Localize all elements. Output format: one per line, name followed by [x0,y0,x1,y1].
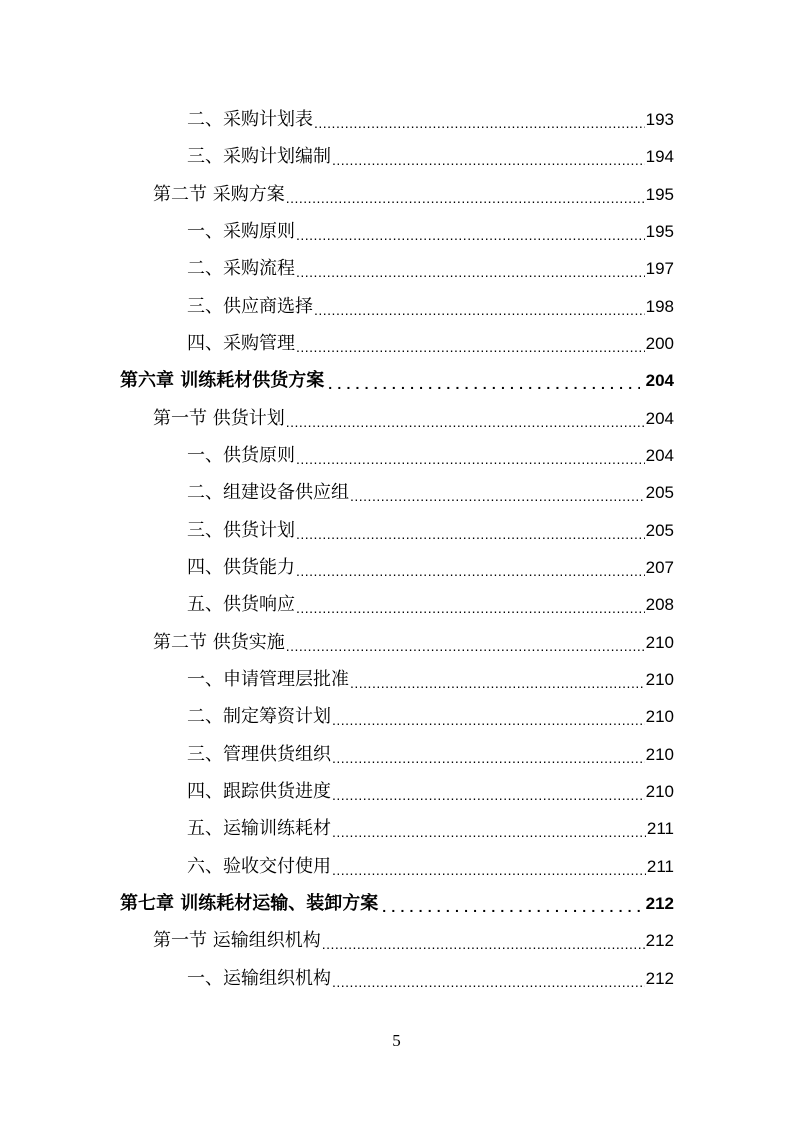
toc-entry-title: 三、供应商选择 [187,296,313,317]
toc-entry[interactable] [187,329,674,359]
toc-entry-page: 198 [645,297,674,316]
dot-leader [332,148,645,172]
toc-entry-title: 第六章 训练耗材供货方案 [120,370,325,391]
toc-entry[interactable] [187,852,674,882]
dot-leader [314,111,645,135]
dot-leader [328,372,639,396]
toc-entry-title: 第一节 运输组织机构 [153,930,321,951]
dot-leader [296,223,645,247]
toc-entry-title: 一、运输组织机构 [187,968,331,989]
toc-entry-page: 212 [645,969,674,988]
toc-entry[interactable] [153,404,674,434]
toc-entry-title: 四、跟踪供货进度 [187,781,331,802]
toc-entry[interactable] [153,926,674,956]
dot-leader [314,298,645,322]
toc-entry-page: 195 [645,185,674,204]
dot-leader [286,186,645,210]
toc-entry-page: 197 [645,259,674,278]
dot-leader [382,895,639,919]
toc-entry-page: 204 [645,409,674,428]
toc-entry[interactable] [187,441,674,471]
toc-entry-title: 四、采购管理 [187,333,295,354]
toc-entry-page: 205 [645,521,674,540]
toc-entry[interactable] [187,142,674,172]
toc-entry-page: 210 [645,633,674,652]
toc-entry-title: 三、供货计划 [187,520,295,541]
toc-entry-page: 210 [645,670,674,689]
dot-leader [286,634,645,658]
toc-entry-title: 一、采购原则 [187,221,295,242]
toc-entry[interactable] [187,292,674,322]
dot-leader [332,708,645,732]
toc-entry-title: 五、运输训练耗材 [187,818,331,839]
dot-leader [296,559,645,583]
toc-entry[interactable] [187,665,674,695]
toc-entry[interactable] [187,105,674,135]
toc-entry-title: 四、供货能力 [187,557,295,578]
toc-entry[interactable] [120,366,674,396]
toc-entry-page: 211 [646,819,674,838]
toc-entry-page: 204 [645,446,674,465]
toc-entry-page: 211 [646,857,674,876]
dot-leader [296,522,645,546]
toc-entry[interactable] [153,180,674,210]
dot-leader [332,858,646,882]
toc-entry[interactable] [187,777,674,807]
dot-leader [296,447,645,471]
toc-entry-title: 三、管理供货组织 [187,744,331,765]
dot-leader [332,970,645,994]
toc-entry-page: 212 [645,894,674,913]
toc-entry-page: 193 [645,110,674,129]
toc-entry-title: 第二节 采购方案 [153,184,285,205]
toc-entry-page: 212 [645,931,674,950]
dot-leader [350,484,645,508]
dot-leader [332,783,645,807]
toc-entry-title: 二、制定筹资计划 [187,706,331,727]
dot-leader [296,596,645,620]
toc-entry-page: 204 [645,371,674,390]
toc-entry[interactable] [187,590,674,620]
toc-entry-page: 210 [645,707,674,726]
dot-leader [332,820,646,844]
toc-entry[interactable] [187,553,674,583]
toc-entry-page: 208 [645,595,674,614]
dot-leader [286,410,645,434]
toc-entry-title: 二、采购计划表 [187,109,313,130]
toc-entry[interactable] [187,964,674,994]
toc-entry-page: 194 [645,147,674,166]
toc-entry-title: 三、采购计划编制 [187,146,331,167]
toc-entry[interactable] [187,217,674,247]
toc-entry-title: 一、供货原则 [187,445,295,466]
toc-entry[interactable] [187,478,674,508]
toc-entry[interactable] [187,740,674,770]
toc-entry-title: 二、组建设备供应组 [187,482,349,503]
dot-leader [332,746,645,770]
toc-entry-title: 第一节 供货计划 [153,408,285,429]
dot-leader [296,260,645,284]
toc-entry[interactable] [187,254,674,284]
toc-entry-title: 六、验收交付使用 [187,856,331,877]
dot-leader [350,671,645,695]
toc-entry[interactable] [187,516,674,546]
page-number: 5 [392,1031,401,1050]
toc-entry[interactable] [120,889,674,919]
toc-entry-title: 五、供货响应 [187,594,295,615]
toc-entry[interactable] [153,628,674,658]
toc-entry-page: 205 [645,483,674,502]
dot-leader [322,932,645,956]
toc-entry-page: 210 [645,745,674,764]
toc-entry[interactable] [187,702,674,732]
toc-entry-page: 195 [645,222,674,241]
toc-entry-page: 207 [645,558,674,577]
toc-entry[interactable] [187,814,674,844]
toc-entry-title: 二、采购流程 [187,258,295,279]
toc-entry-title: 第七章 训练耗材运输、装卸方案 [120,893,379,914]
toc-entry-page: 200 [645,334,674,353]
toc-entry-title: 第二节 供货实施 [153,632,285,653]
dot-leader [296,335,645,359]
toc-entry-page: 210 [645,782,674,801]
toc-entry-title: 一、申请管理层批准 [187,669,349,690]
